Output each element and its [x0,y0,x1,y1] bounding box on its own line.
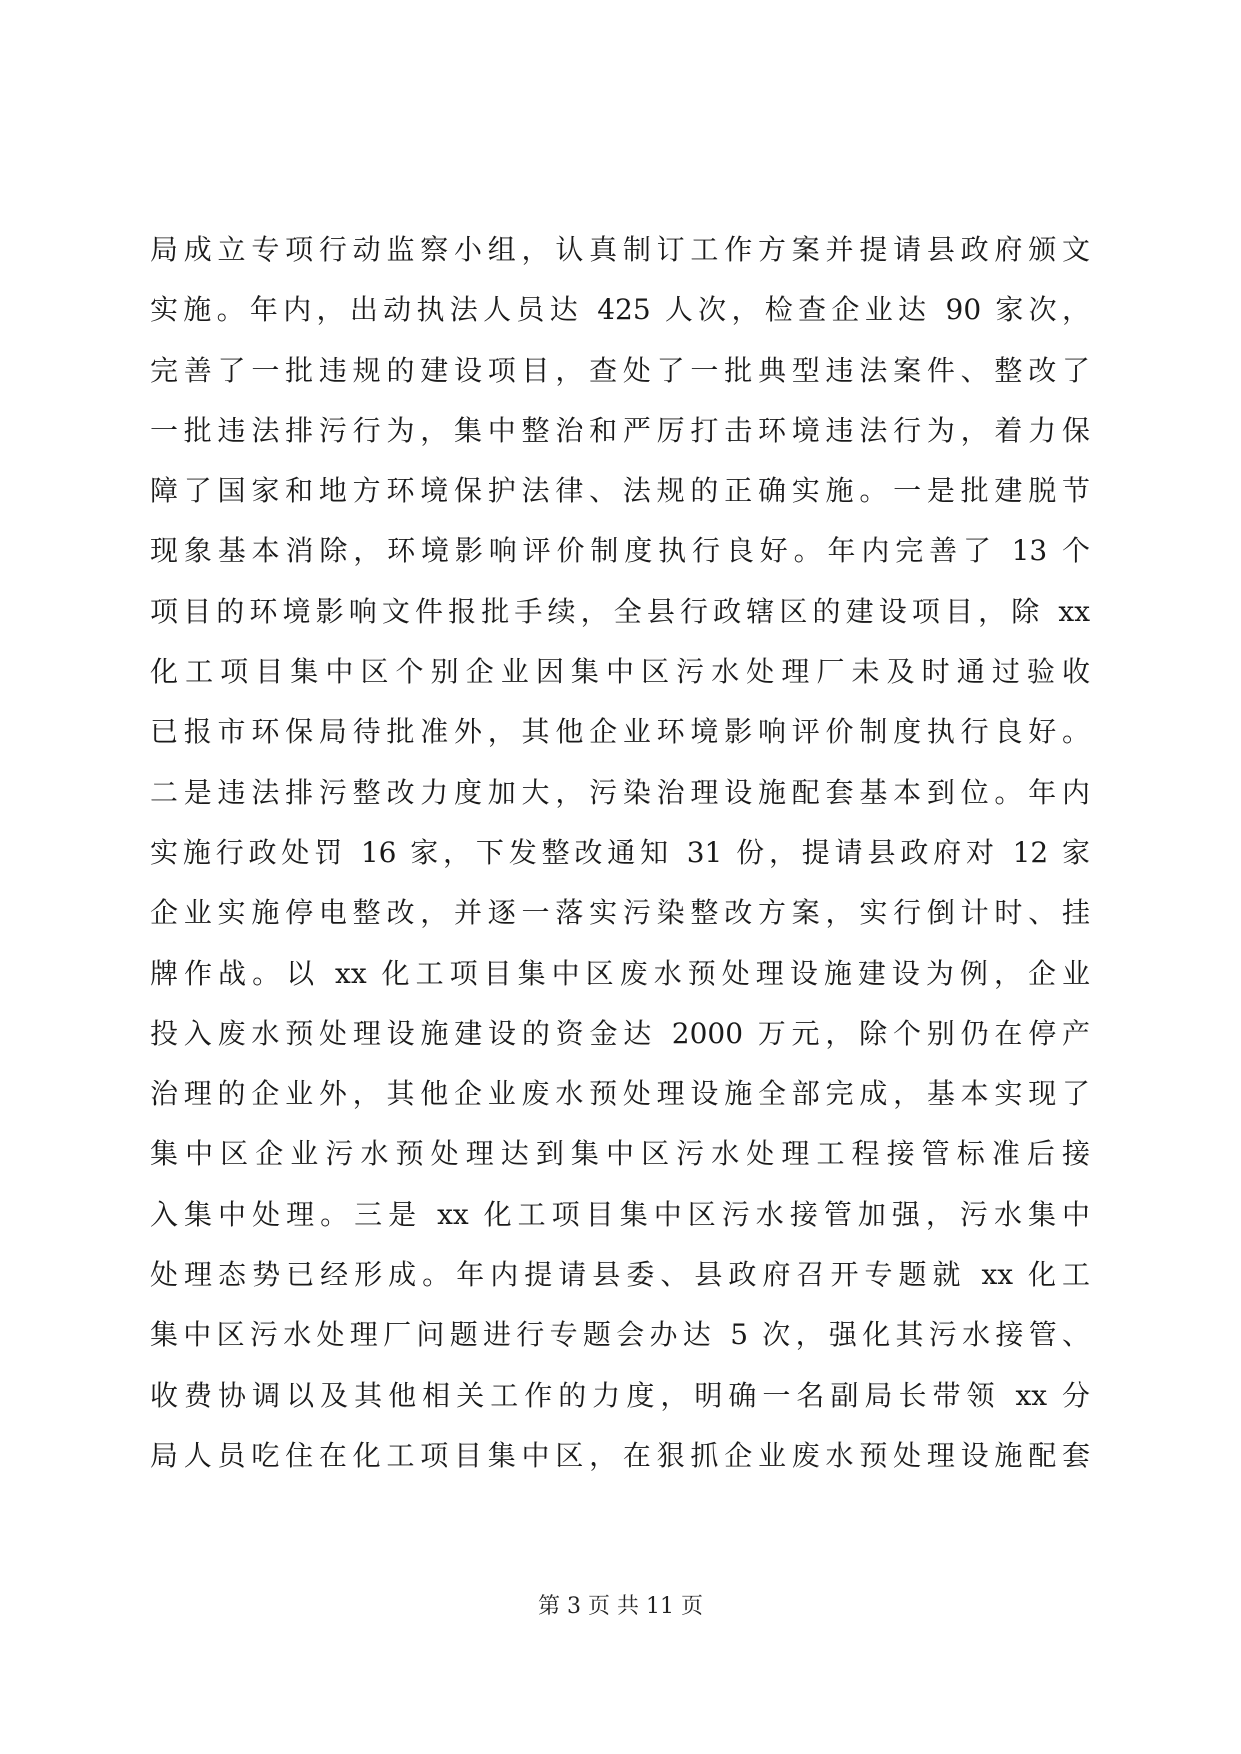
text-line: 处理态势已经形成。年内提请县委、县政府召开专题就 xx 化工 [150,1258,1090,1292]
text-line: 投入废水预处理设施建设的资金达 2000 万元，除个别仍在停产 [150,1016,1090,1050]
text-line: 实施。年内，出动执法人员达 425 人次，检查企业达 90 家次， [150,293,1090,327]
text-line: 局成立专项行动监察小组，认真制订工作方案并提请县政府颁文 [150,233,1090,266]
text-line: 一批违法排污行为，集中整治和严厉打击环境违法行为，着力保 [150,413,1090,447]
text-line: 障了国家和地方环境保护法律、法规的正确实施。一是批建脱节 [150,474,1090,508]
text-line: 入集中处理。三是 xx 化工项目集中区污水接管加强，污水集中 [150,1197,1090,1231]
text-line: 企业实施停电整改，并逐一落实污染整改方案，实行倒计时、挂 [150,896,1090,930]
text-line: 集中区企业污水预处理达到集中区污水处理工程接管标准后接 [150,1137,1090,1171]
text-line: 化工项目集中区个别企业因集中区污水处理厂未及时通过验收 [150,655,1090,689]
text-line: 收费协调以及其他相关工作的力度，明确一名副局长带领 xx 分 [150,1378,1090,1412]
text-line: 治理的企业外，其他企业废水预处理设施全部完成，基本实现了 [150,1077,1090,1111]
page-footer [0,1592,1241,1622]
text-line: 完善了一批违规的建设项目，查处了一批典型违法案件、整改了 [150,353,1090,387]
text-line: 集中区污水处理厂问题进行专题会办达 5 次，强化其污水接管、 [150,1318,1090,1352]
text-line: 实施行政处罚 16 家，下发整改通知 31 份，提请县政府对 12 家 [150,835,1090,869]
text-line: 项目的环境影响文件报批手续，全县行政辖区的建设项目，除 xx [150,594,1090,628]
text-line: 牌作战。以 xx 化工项目集中区废水预处理设施建设为例，企业 [150,956,1090,990]
body-text [150,220,1090,1486]
text-line: 二是违法排污整改力度加大，污染治理设施配套基本到位。年内 [150,775,1090,809]
page-number: 第 3 页 共 11 页 [538,1594,703,1619]
text-line: 现象基本消除，环境影响评价制度执行良好。年内完善了 13 个 [150,534,1090,568]
text-line: 局人员吃住在化工项目集中区，在狠抓企业废水预处理设施配套 [150,1438,1090,1472]
text-line: 已报市环保局待批准外，其他企业环境影响评价制度执行良好。 [150,715,1090,749]
